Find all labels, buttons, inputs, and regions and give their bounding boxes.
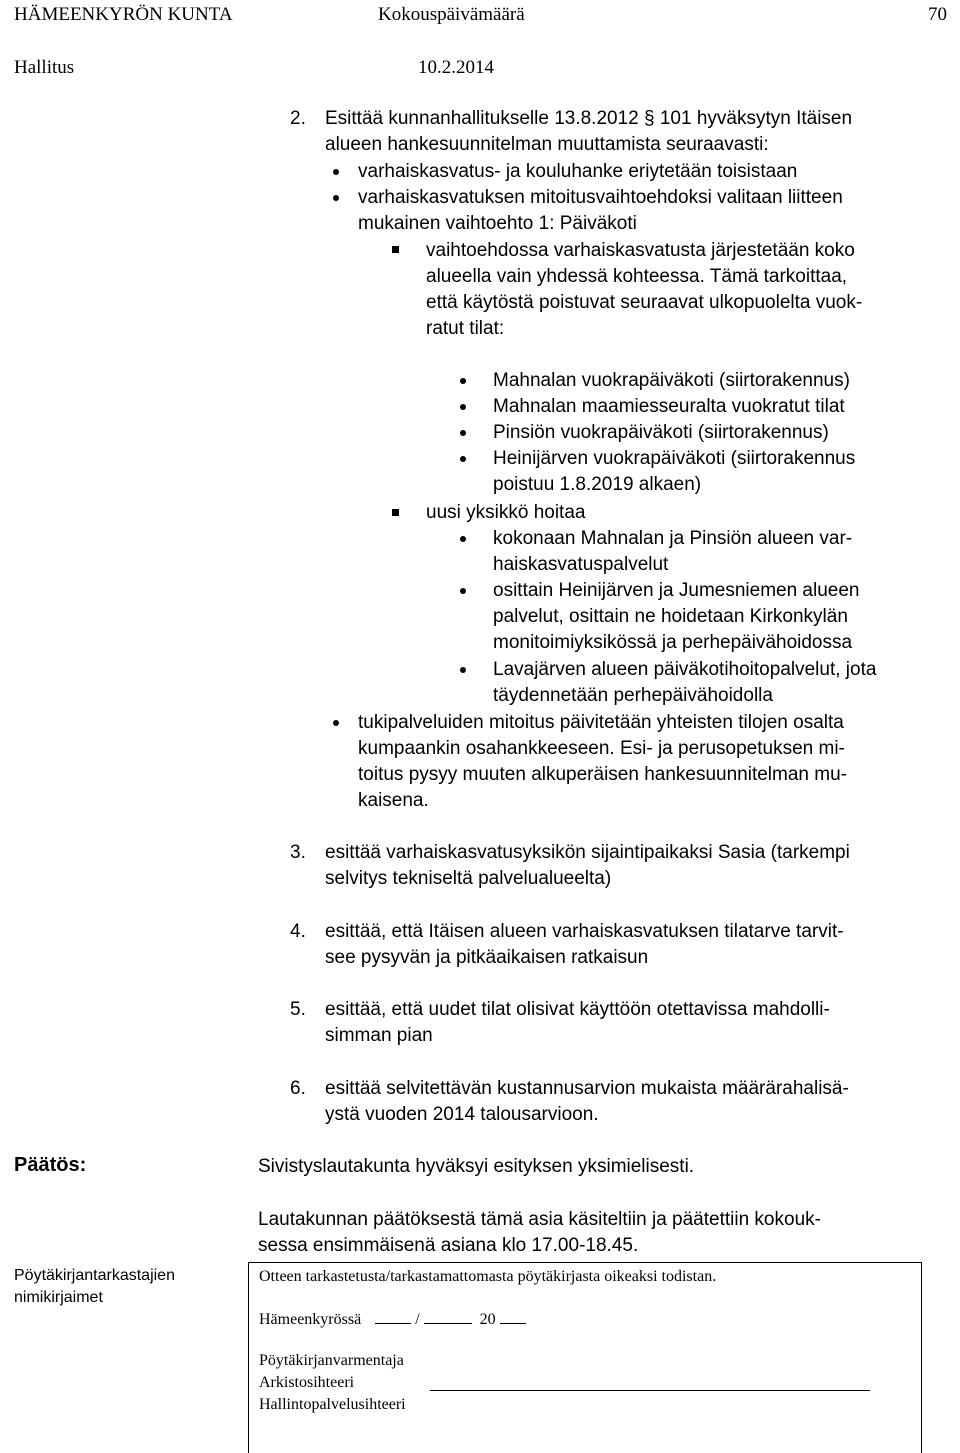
list-item: varhaiskasvatuksen mitoitusvaihtoehdoksi valitaan liitteen [358,187,843,208]
bullet-icon [333,169,339,175]
bullet-icon [460,456,466,462]
bullet-icon [460,536,466,542]
bullet-icon [460,378,466,384]
item-line: see pysyvän ja pitkäaikaisen ratkaisun [325,947,649,968]
item-line: esittää, että uudet tilat olisivat käyttöön otettavissa mahdolli- [325,999,830,1020]
list-item: varhaiskasvatus- ja kouluhanke eriytetään toisistaan [358,161,798,182]
sub-list-item: ratut tilat: [426,318,505,339]
sub-list-item: alueella vain yhdessä kohteessa. Tämä tarkoittaa, [426,266,848,287]
bullet-icon [333,195,339,201]
bullet-icon [460,667,466,673]
municipality-name: HÄMEENKYRÖN KUNTA [14,4,233,25]
item-number: 3. [290,842,306,863]
square-bullet-icon [392,509,399,516]
list-item: kaisena. [358,790,429,811]
nested-list-item: täydennetään perhepäivähoidolla [493,685,773,706]
signature-line[interactable] [430,1390,870,1391]
meeting-date: 10.2.2014 [418,57,494,78]
nested-list-item: palvelut, osittain ne hoidetaan Kirkonkylän [493,606,848,627]
item-number: 4. [290,921,306,942]
item-line: esittää varhaiskasvatusyksikön sijaintipaikaksi Sasia (tarkempi [325,842,850,863]
meeting-date-label: Kokouspäivämäärä [378,4,525,25]
item-line: ystä vuoden 2014 talousarvioon. [325,1104,599,1125]
paragraph-line: Esittää kunnanhallitukselle 13.8.2012 § 101 hyväksytyn Itäisen [325,108,853,129]
nested-list-item: haiskasvatuspalvelut [493,554,669,575]
year-field[interactable] [500,1309,526,1324]
nested-list-item: Lavajärven alueen päiväkotihoitopalvelut, jota [493,659,877,680]
decision-label: Päätös: [14,1154,87,1176]
month-field[interactable] [424,1309,472,1324]
bullet-icon [333,720,339,726]
list-item: mukainen vaihtoehto 1: Päiväkoti [358,213,637,234]
nested-list-item: Pinsiön vuokrapäiväkoti (siirtorakennus) [493,422,829,443]
bullet-icon [460,588,466,594]
decision-note: Lautakunnan päätöksestä tämä asia käsiteltiin ja päätettiin kokouk- [258,1209,821,1230]
item-line: esittää, että Itäisen alueen varhaiskasvatuksen tilatarve tarvit- [325,921,844,942]
bullet-icon [460,404,466,410]
item-line: simman pian [325,1025,433,1046]
list-item: kumpaankin osahankkeeseen. Esi- ja perusopetuksen mi- [358,738,845,759]
certification-place-date: Hämeenkyrössä / 20 [259,1309,526,1331]
item-line: esittää selvitettävän kustannusarvion mukaista määrärahalisä- [325,1078,849,1099]
body-name: Hallitus [14,57,75,78]
item-line: selvitys tekniseltä palvelualueelta) [325,868,612,889]
nested-list-item: Mahnalan maamiesseuralta vuokratut tilat [493,396,845,417]
nested-list-item: kokonaan Mahnalan ja Pinsiön alueen var- [493,528,853,549]
item-number: 2. [290,108,306,129]
list-item: tukipalveluiden mitoitus päivitetään yhteisten tilojen osalta [358,712,844,733]
decision-note: sessa ensimmäisenä asiana klo 17.00-18.45. [258,1235,639,1256]
signatories-initials-label: Pöytäkirjantarkastajien nimikirjaimet [14,1267,175,1306]
nested-list-item: monitoimiyksikössä ja perhepäivähoidossa [493,632,853,653]
bullet-icon [460,430,466,436]
page-number: 70 [928,4,947,25]
sub-list-item: että käytöstä poistuvat seuraavat ulkopuolelta vuok- [426,292,863,313]
nested-list-item: osittain Heinijärven ja Jumesniemen alueen [493,580,860,601]
item-number: 6. [290,1078,306,1099]
nested-list-item: Mahnalan vuokrapäiväkoti (siirtorakennus) [493,370,850,391]
paragraph-line: alueen hankesuunnitelman muuttamista seuraavasti: [325,134,769,155]
day-field[interactable] [375,1309,411,1324]
list-item: toitus pysyy muuten alkuperäisen hankesuunnitelman mu- [358,764,847,785]
sub-list-item: vaihtoehdossa varhaiskasvatusta järjestetään koko [426,240,855,261]
sub-list-item: uusi yksikkö hoitaa [426,502,586,523]
decision-text: Sivistyslautakunta hyväksyi esityksen yksimielisesti. [258,1156,695,1177]
certifier-titles: Pöytäkirjanvarmentaja Arkistosihteeri Hallintopalvelusihteeri [259,1352,406,1413]
square-bullet-icon [392,246,399,253]
item-number: 5. [290,999,306,1020]
nested-list-item: Heinijärven vuokrapäiväkoti (siirtorakennus [493,448,856,469]
certification-text: Otteen tarkastetusta/tarkastamattomasta pöytäkirjasta oikeaksi todistan. [259,1268,717,1285]
nested-list-item: poistuu 1.8.2019 alkaen) [493,474,702,495]
